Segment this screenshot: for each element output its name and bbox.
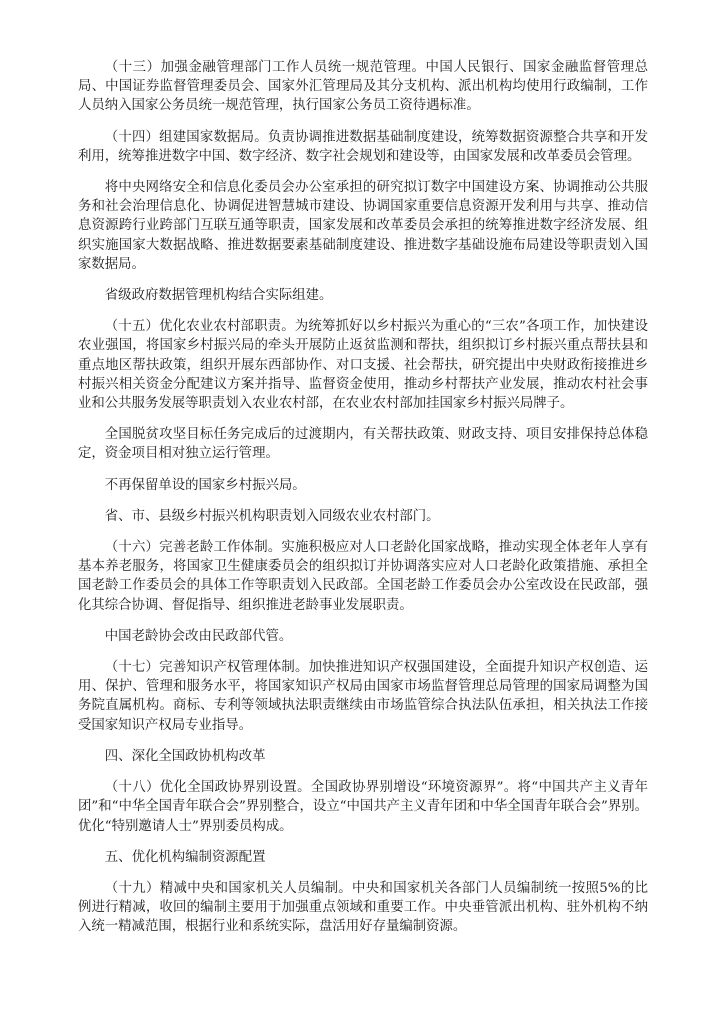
paragraph-15: （十五）优化农业农村部职责。为统筹抓好以乡村振兴为重心的“三农”各项工作，加快建设农业强国，将国家乡村振兴局的牵头开展防止返贫监测和帮扶，组织拟订乡村振兴重点帮扶县和重点地区帮扶政策，组织开展东西部协作、对口支援、社会帮扶，研究提出中央财政衔接推进乡村振兴相关资金分配建议方案并指导、监督资金使用，推动乡村帮扶产业发展，推动农村社会事业和公共服务发展等职责划入农业农村部，在农业农村部加挂国家乡村振兴局牌子。 — [78, 319, 648, 412]
document-page — [78, 58, 648, 949]
paragraph-13: （十三）加强金融管理部门工作人员统一规范管理。中国人民银行、国家金融监督管理总局、中国证券监督管理委员会、国家外汇管理局及其分支机构、派出机构均使用行政编制，工作人员纳入国家公务员统一规范管理，执行国家公务员工资待遇标准。 — [78, 60, 648, 114]
paragraph-15-abolish: 不再保留单设的国家乡村振兴局。 — [104, 477, 306, 493]
paragraph-16-association: 中国老龄协会改由民政部代管。 — [104, 628, 293, 644]
section-heading-4: 四、深化全国政协机构改革 — [104, 748, 266, 764]
paragraph-16: （十六）完善老龄工作体制。实施积极应对人口老龄化国家战略，推动实现全体老年人享有基本养老服务，将国家卫生健康委员会的组织拟订并协调落实应对人口老龄化政策措施、承担全国老龄工作委员会的具体工作等职责划入民政部。全国老龄工作委员会办公室改设在民政部，强化其综合协调、督促指导、组织推进老龄事业发展职责。 — [78, 540, 648, 613]
paragraph-17: （十七）完善知识产权管理体制。加快推进知识产权强国建设，全面提升知识产权创造、运用、保护、管理和服务水平，将国家知识产权局由国家市场监督管理总局管理的国家局调整为国务院直属机构。商标、专利等领域执法职责继续由市场监管综合执法队伍承担，相关执法工作接受国家知识产权局专业指导。 — [78, 660, 648, 733]
paragraph-14-provincial: 省级政府数据管理机构结合实际组建。 — [104, 288, 333, 304]
paragraph-14-detail: 将中央网络安全和信息化委员会办公室承担的研究拟订数字中国建设方案、协调推动公共服务和社会治理信息化、协调促进智慧城市建设、协调国家重要信息资源开发利用与共享、推动信息资源跨行业跨部门互联互通等职责，国家发展和改革委员会承担的统筹推进数字经济发展、组织实施国家大数据战略、推进数据要素基础制度建设、推进数字基础设施布局建设等职责划入国家数据局。 — [78, 180, 648, 272]
paragraph-15-transition: 全国脱贫攻坚目标任务完成后的过渡期内，有关帮扶政策、财政支持、项目安排保持总体稳定，资金项目相对独立运行管理。 — [78, 427, 648, 462]
section-heading-5: 五、优化机构编制资源配置 — [104, 849, 266, 865]
paragraph-14: （十四）组建国家数据局。负责协调推进数据基础制度建设，统筹数据资源整合共享和开发利用，统筹推进数字中国、数字经济、数字社会规划和建设等，由国家发展和改革委员会管理。 — [78, 129, 648, 164]
paragraph-15-local: 省、市、县级乡村振兴机构职责划入同级农业农村部门。 — [104, 508, 440, 524]
paragraph-18: （十八）优化全国政协界别设置。全国政协界别增设“环境资源界”。将“中国共产主义青年团”和“中华全国青年联合会”界别整合，设立“中国共产主义青年团和中华全国青年联合会”界别。优化“特别邀请人士”界别委员构成。 — [78, 780, 648, 834]
paragraph-19: （十九）精减中央和国家机关人员编制。中央和国家机关各部门人员编制统一按照5%的比例进行精减，收回的编制主要用于加强重点领域和重要工作。中央垂管派出机构、驻外机构不纳入统一精减范围，根据行业和系统实际，盘活用好存量编制资源。 — [78, 880, 648, 935]
